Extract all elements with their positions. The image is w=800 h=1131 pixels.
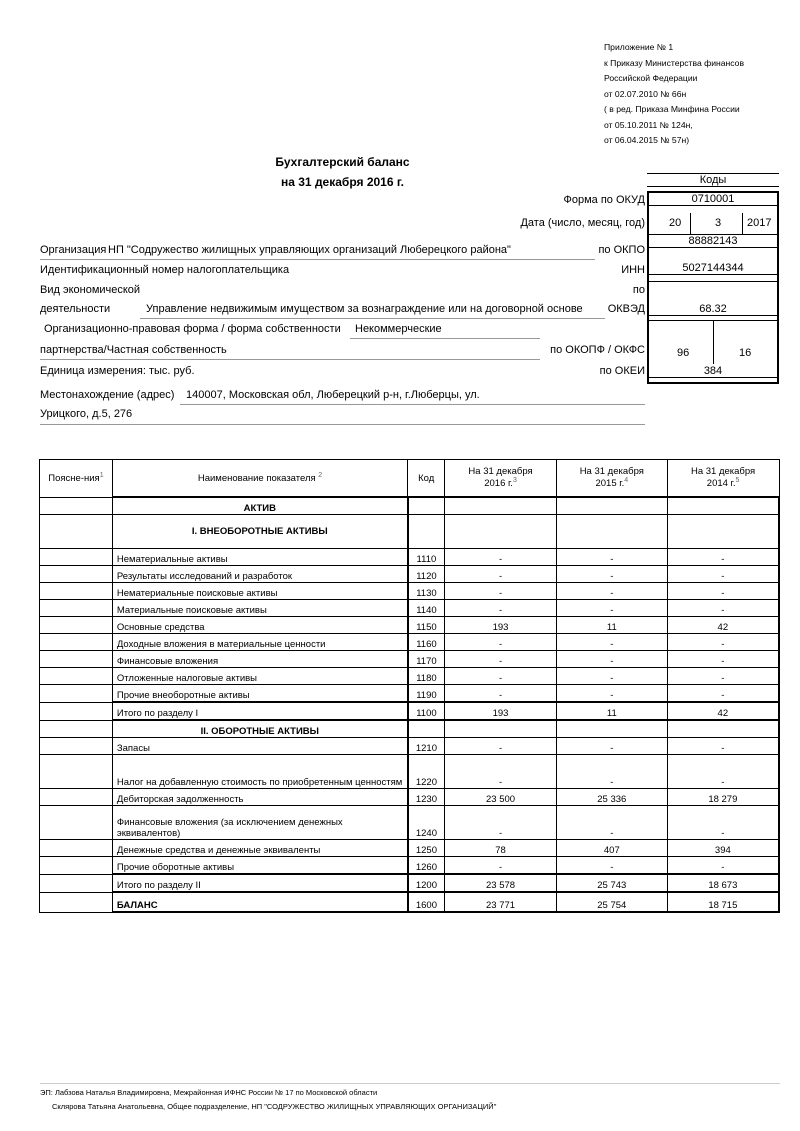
col-2014-header xyxy=(667,460,779,498)
row-name: Прочие внеоборотные активы xyxy=(112,685,407,703)
codes-header: Коды xyxy=(647,173,779,187)
opf-underline xyxy=(350,338,540,339)
row-value: - xyxy=(667,755,779,789)
row-name: Нематериальные активы xyxy=(112,549,407,566)
row-code: 1190 xyxy=(408,685,445,703)
row-value: - xyxy=(667,600,779,617)
row-name: Дебиторская задолженность xyxy=(112,789,407,806)
row-name: Отложенные налоговые активы xyxy=(112,668,407,685)
row-name: Нематериальные поисковые активы xyxy=(112,583,407,600)
activity-value: Управление недвижимым имуществом за вознаграждение или на договорной основе xyxy=(146,303,583,315)
table-row xyxy=(40,634,780,651)
row-value: - xyxy=(667,651,779,668)
address-line-2: Урицкого, д.5, 276 xyxy=(40,408,133,420)
section-current: II. ОБОРОТНЫЕ АКТИВЫ xyxy=(112,720,407,738)
section-asset: АКТИВ xyxy=(112,497,407,515)
section-row xyxy=(40,497,780,515)
col-2015-text: На 31 декабря xyxy=(579,466,644,478)
inn-label-left: Идентификационный номер налогоплательщика xyxy=(40,264,290,276)
table-row xyxy=(40,549,780,566)
okpo-code: 88882143 xyxy=(647,235,779,248)
okud-code: 0710001 xyxy=(647,193,779,206)
date-divider xyxy=(690,213,691,235)
footnote-ref: 3 xyxy=(512,477,517,485)
appendix-line: от 02.07.2010 № 66н xyxy=(604,88,687,99)
row-value: 23 578 xyxy=(445,874,557,892)
row-value: 407 xyxy=(556,840,667,857)
row-value: - xyxy=(556,549,667,566)
okved-label-2: ОКВЭД xyxy=(607,303,645,315)
col-name-text: Наименование показателя xyxy=(197,473,316,485)
col-2015-year: 2015 г. xyxy=(595,478,625,490)
row-value: - xyxy=(667,583,779,600)
table-row xyxy=(40,840,780,857)
table-row xyxy=(40,685,780,703)
row-value: - xyxy=(556,600,667,617)
table-row xyxy=(40,668,780,685)
col-2016-header xyxy=(445,460,557,498)
okud-label: Форма по ОКУД xyxy=(563,194,645,206)
appendix-line: к Приказу Министерства финансов xyxy=(604,57,745,68)
col-2014-text: На 31 декабря xyxy=(690,466,756,478)
codes-row-line xyxy=(649,281,777,282)
row-value: - xyxy=(445,566,557,583)
table-row xyxy=(40,600,780,617)
notes-cell xyxy=(40,549,113,566)
date-label: Дата (число, месяц, год) xyxy=(520,217,645,229)
row-value: - xyxy=(667,566,779,583)
row-value: 11 xyxy=(556,617,667,634)
row-value: 23 500 xyxy=(445,789,557,806)
table-header-row xyxy=(40,460,780,498)
address-underline xyxy=(180,404,645,405)
appendix-line: Приложение № 1 xyxy=(604,42,674,52)
signature-line: ЭП: Лабзова Наталья Владимировна, Межрайонная ИФНС России № 17 по Московской области xyxy=(40,1088,378,1097)
row-value: - xyxy=(667,738,779,755)
opf-label: Организационно-правовая форма / форма собственности xyxy=(44,323,341,335)
okei-code: 384 xyxy=(647,365,779,378)
col-2016-text: На 31 декабря xyxy=(468,466,533,478)
row-code: 1220 xyxy=(408,755,445,789)
row-value: - xyxy=(556,685,667,703)
row-value: - xyxy=(445,583,557,600)
section-noncurrent: I. ВНЕОБОРОТНЫЕ АКТИВЫ xyxy=(112,515,407,549)
row-code: 1170 xyxy=(408,651,445,668)
row-value: - xyxy=(667,668,779,685)
row-value: - xyxy=(445,651,557,668)
row-name: Итого по разделу II xyxy=(112,874,407,892)
row-name: Итого по разделу I xyxy=(112,702,407,720)
okfs-code: 16 xyxy=(739,347,752,359)
row-value: 394 xyxy=(667,840,779,857)
row-code: 1250 xyxy=(408,840,445,857)
row-name: Результаты исследований и разработок xyxy=(112,566,407,583)
table-row xyxy=(40,806,780,840)
row-name: БАЛАНС xyxy=(112,892,407,912)
row-value: - xyxy=(556,857,667,875)
codes-row-line xyxy=(649,234,777,235)
row-value: 23 771 xyxy=(445,892,557,912)
document-date-title: на 31 декабря 2016 г. xyxy=(281,175,404,189)
footnote-ref: 1 xyxy=(99,472,104,480)
notes-cell xyxy=(40,634,113,651)
address-line-1: 140007, Московская обл, Люберецкий р-н, г.Люберцы, ул. xyxy=(186,389,480,401)
table-row xyxy=(40,857,780,875)
row-value: - xyxy=(556,738,667,755)
row-value: - xyxy=(445,634,557,651)
row-code: 1130 xyxy=(408,583,445,600)
row-code: 1180 xyxy=(408,668,445,685)
col-notes-header xyxy=(40,460,113,498)
okved-code: 68.32 xyxy=(647,303,779,316)
appendix-line: ( в ред. Приказа Минфина России xyxy=(604,104,740,114)
row-value: 193 xyxy=(445,617,557,634)
row-value: - xyxy=(556,806,667,840)
okei-label: по ОКЕИ xyxy=(599,365,645,377)
row-name: Налог на добавленную стоимость по приобретенным ценностям xyxy=(112,755,407,789)
row-code: 1200 xyxy=(408,874,445,892)
row-name: Денежные средства и денежные эквиваленты xyxy=(112,840,407,857)
row-value: - xyxy=(445,738,557,755)
date-day: 20 xyxy=(669,217,682,229)
row-value: - xyxy=(445,685,557,703)
date-month: 3 xyxy=(715,217,722,229)
row-code: 1140 xyxy=(408,600,445,617)
footer-divider xyxy=(40,1083,780,1084)
okopf-label: по ОКОПФ / ОКФС xyxy=(550,344,645,356)
row-value: 25 743 xyxy=(556,874,667,892)
row-value: 18 673 xyxy=(667,874,779,892)
notes-cell xyxy=(40,617,113,634)
col-2016-year: 2016 г. xyxy=(484,478,513,490)
opf-value: Некоммерческие xyxy=(355,323,442,335)
appendix-line: от 06.04.2015 № 57н) xyxy=(604,135,690,145)
row-value: - xyxy=(445,549,557,566)
col-notes-text: Поясне-ния xyxy=(48,473,100,485)
row-name: Финансовые вложения xyxy=(112,651,407,668)
row-code: 1150 xyxy=(408,617,445,634)
col-code-header: Код xyxy=(408,460,445,498)
table-row xyxy=(40,566,780,583)
activity-underline xyxy=(140,318,605,319)
row-value: - xyxy=(667,685,779,703)
date-divider xyxy=(742,213,743,235)
notes-cell xyxy=(40,755,113,789)
row-value: - xyxy=(667,806,779,840)
row-value: 193 xyxy=(445,702,557,720)
notes-cell xyxy=(40,806,113,840)
row-name: Основные средства xyxy=(112,617,407,634)
row-value: - xyxy=(556,755,667,789)
signature-footer xyxy=(40,1086,496,1114)
section-row xyxy=(40,720,780,738)
opf-underline-2 xyxy=(40,359,540,360)
row-value: - xyxy=(667,634,779,651)
notes-cell xyxy=(40,583,113,600)
notes-cell xyxy=(40,566,113,583)
col-name-header xyxy=(112,460,407,498)
row-name: Прочие оборотные активы xyxy=(112,857,407,875)
activity-label: Вид экономической xyxy=(40,284,141,296)
row-code: 1120 xyxy=(408,566,445,583)
row-code: 1600 xyxy=(408,892,445,912)
row-value: - xyxy=(445,600,557,617)
codes-row-line xyxy=(649,320,777,321)
notes-cell xyxy=(40,600,113,617)
address-underline-2 xyxy=(40,424,645,425)
document-title: Бухгалтерский баланс xyxy=(275,155,410,169)
appendix-line: от 05.10.2011 № 124н, xyxy=(604,119,693,130)
row-value: - xyxy=(556,651,667,668)
notes-cell xyxy=(40,738,113,755)
org-underline xyxy=(40,259,595,260)
row-code: 1160 xyxy=(408,634,445,651)
row-value: - xyxy=(667,549,779,566)
row-name: Запасы xyxy=(112,738,407,755)
row-code: 1110 xyxy=(408,549,445,566)
signature-line: Склярова Татьяна Анатольевна, Общее подразделение, НП "СОДРУЖЕСТВО ЖИЛИЩНЫХ УПРАВЛЯЮЩИХ ОРГАНИЗАЦИЙ" xyxy=(52,1102,497,1111)
row-value: 11 xyxy=(556,702,667,720)
table-row xyxy=(40,755,780,789)
notes-cell xyxy=(40,857,113,875)
okopf-divider xyxy=(713,321,714,364)
col-2015-header xyxy=(556,460,667,498)
row-code: 1210 xyxy=(408,738,445,755)
okved-label: по xyxy=(632,284,645,296)
row-value: - xyxy=(556,583,667,600)
row-value: - xyxy=(556,668,667,685)
notes-cell xyxy=(40,685,113,703)
row-value: 42 xyxy=(667,702,779,720)
inn-label: ИНН xyxy=(621,264,645,276)
table-row xyxy=(40,583,780,600)
date-year: 2017 xyxy=(747,217,772,229)
footnote-ref: 4 xyxy=(624,477,629,485)
opf-value-2: партнерства/Частная собственность xyxy=(40,344,227,356)
table-row-total xyxy=(40,874,780,892)
notes-cell xyxy=(40,789,113,806)
row-name: Доходные вложения в материальные ценности xyxy=(112,634,407,651)
row-value: 18 279 xyxy=(667,789,779,806)
section-row xyxy=(40,515,780,549)
unit-label: Единица измерения: тыс. руб. xyxy=(40,365,195,377)
table-row-total xyxy=(40,702,780,720)
row-value: 25 754 xyxy=(556,892,667,912)
table-row xyxy=(40,738,780,755)
table-row xyxy=(40,617,780,634)
okpo-label: по ОКПО xyxy=(598,244,645,256)
notes-cell xyxy=(40,840,113,857)
row-value: - xyxy=(556,634,667,651)
notes-cell xyxy=(40,651,113,668)
row-value: - xyxy=(445,668,557,685)
row-value: 78 xyxy=(445,840,557,857)
col-2014-year: 2014 г. xyxy=(706,478,736,490)
inn-code: 5027144344 xyxy=(647,262,779,275)
row-name: Финансовые вложения (за исключением денежных эквивалентов) xyxy=(112,806,407,840)
activity-label-2: деятельности xyxy=(40,303,111,315)
footnote-ref: 5 xyxy=(735,477,740,485)
row-name: Материальные поисковые активы xyxy=(112,600,407,617)
table-row-balance xyxy=(40,892,780,912)
row-code: 1260 xyxy=(408,857,445,875)
table-row xyxy=(40,789,780,806)
row-value: 25 336 xyxy=(556,789,667,806)
row-value: - xyxy=(445,755,557,789)
row-code: 1230 xyxy=(408,789,445,806)
org-name: НП "Содружество жилищных управляющих организаций Люберецкого района" xyxy=(108,244,511,256)
table-row xyxy=(40,651,780,668)
row-value: - xyxy=(667,857,779,875)
footnote-ref: 2 xyxy=(318,471,323,479)
appendix-line: Российской Федерации xyxy=(604,73,698,83)
row-value: 42 xyxy=(667,617,779,634)
appendix-note xyxy=(604,40,744,149)
row-value: 18 715 xyxy=(667,892,779,912)
okopf-code: 96 xyxy=(677,347,690,359)
notes-cell xyxy=(40,668,113,685)
row-code: 1240 xyxy=(408,806,445,840)
row-value: - xyxy=(445,857,557,875)
row-code: 1100 xyxy=(408,702,445,720)
address-label: Местонахождение (адрес) xyxy=(40,389,175,401)
row-value: - xyxy=(556,566,667,583)
org-label: Организация xyxy=(40,244,107,256)
balance-table xyxy=(39,459,780,913)
row-value: - xyxy=(445,806,557,840)
